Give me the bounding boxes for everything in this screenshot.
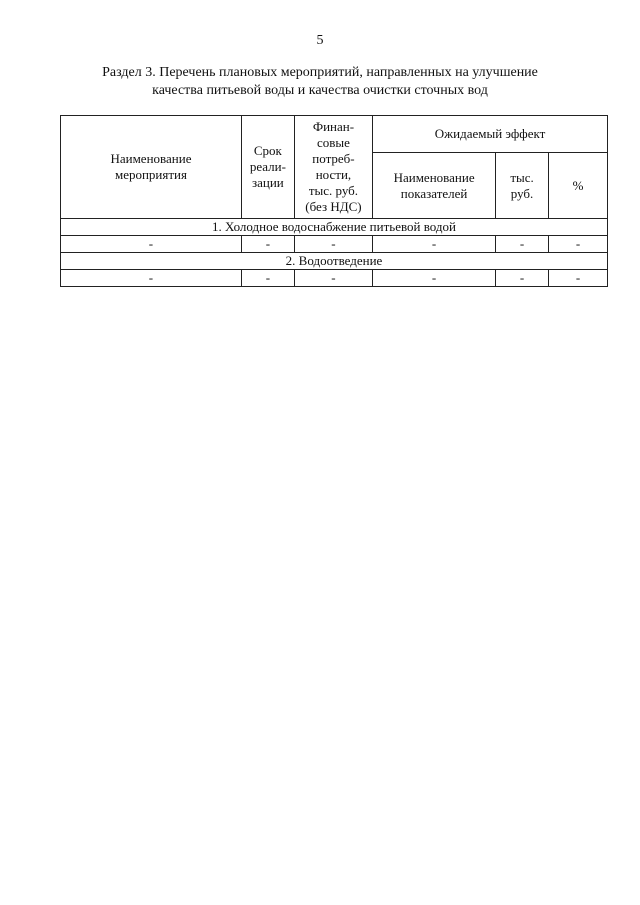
header-fin-line-2: совые [316, 135, 350, 150]
header-term-line-2: реали- [249, 159, 286, 174]
header-measure-name-line-2: мероприятия [114, 167, 187, 182]
header-term-line-1: Срок [253, 143, 282, 158]
header-fin-line-6: (без НДС) [305, 199, 362, 214]
header-expected-effect: Ожидаемый эффект [373, 116, 608, 153]
cell-percent: - [548, 236, 607, 253]
cell-indicators: - [373, 270, 496, 287]
header-fin-line-5: тыс. руб. [308, 183, 359, 198]
header-rub-line-2: руб. [510, 185, 534, 201]
header-term-line-3: зации [251, 175, 284, 190]
page-number: 5 [316, 33, 324, 48]
section-heading-line-1: Раздел 3. Перечень плановых мероприятий, направленных на улучшение [102, 65, 538, 80]
table-header-row [61, 116, 608, 153]
measures-table [60, 115, 608, 287]
header-fin-line-4: ности, [315, 167, 352, 182]
section-heading-line-2: качества питьевой воды и качества очистки сточных вод [152, 83, 488, 98]
header-rub-line-1: тыс. [510, 169, 534, 185]
header-percent: % [548, 153, 607, 219]
header-fin-line-3: потреб- [312, 151, 355, 166]
header-fin-line-1: Финан- [312, 119, 355, 134]
section-row-wastewater [61, 253, 608, 270]
header-indicators [373, 153, 496, 219]
section-title: 1. Холодное водоснабжение питьевой водой [61, 219, 608, 236]
header-measure-name [61, 116, 242, 219]
section-row-cold-water [61, 219, 608, 236]
header-thousand-rubles [496, 153, 549, 219]
table-row [61, 236, 608, 253]
header-term [241, 116, 294, 219]
section-title: 2. Водоотведение [61, 253, 608, 270]
cell-measure-name: - [61, 236, 242, 253]
section-heading [40, 64, 600, 100]
header-indicators-line-1: Наименование [393, 169, 475, 185]
cell-thousand-rubles: - [496, 270, 549, 287]
cell-indicators: - [373, 236, 496, 253]
header-financial-needs [294, 116, 372, 219]
cell-financial-needs: - [294, 270, 372, 287]
cell-term: - [241, 270, 294, 287]
cell-percent: - [548, 270, 607, 287]
cell-measure-name: - [61, 270, 242, 287]
cell-financial-needs: - [294, 236, 372, 253]
header-indicators-line-2: показателей [400, 185, 468, 201]
header-measure-name-line-1: Наименование [110, 151, 192, 166]
cell-thousand-rubles: - [496, 236, 549, 253]
cell-term: - [241, 236, 294, 253]
table-row [61, 270, 608, 287]
